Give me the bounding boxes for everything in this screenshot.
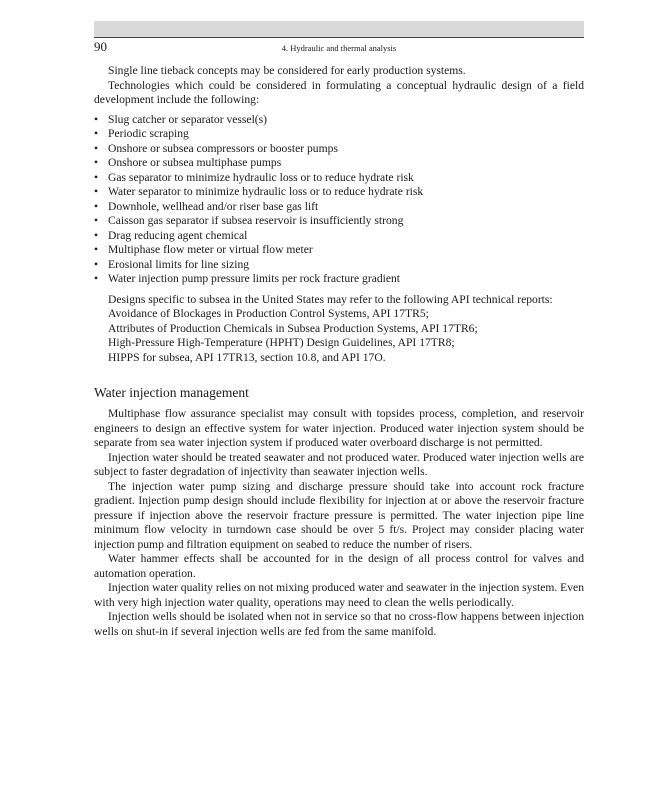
api-reference: Avoidance of Blockages in Production Control Systems, API 17TR5; — [108, 307, 429, 320]
list-item-text: Gas separator to minimize hydraulic loss or to reduce hydrate risk — [108, 170, 414, 184]
list-item — [94, 258, 584, 273]
list-item-text: Water separator to minimize hydraulic loss or to reduce hydrate risk — [108, 185, 424, 198]
list-item — [94, 214, 584, 229]
bullet-icon: • — [94, 257, 99, 271]
body-paragraph: Injection water should be treated seawater and not produced water. Produced water injection wells are subject to faster degradation of injectivity than seawater injection wells. — [94, 450, 584, 478]
page-number: 90 — [94, 39, 107, 54]
running-head: 4. Hydraulic and thermal analysis — [281, 43, 397, 53]
body-paragraph: Injection wells should be isolated when not in service so that no cross-flow happens between injection wells on shut-in if several injection wells are fed from the same manifold. — [94, 610, 584, 638]
intro-paragraph-2: Technologies which could be considered in formulating a conceptual hydraulic design of a field development include the following: — [94, 78, 584, 106]
list-item-text: Erosional limits for line sizing — [108, 257, 250, 271]
list-item — [94, 171, 584, 186]
api-intro-paragraph: Designs specific to subsea in the United States may refer to the following API technical reports: — [108, 292, 553, 306]
technology-list — [94, 113, 584, 287]
list-item — [94, 156, 584, 171]
list-item-text: Onshore or subsea compressors or booster pumps — [108, 141, 338, 155]
list-item-text: Water injection pump pressure limits per rock fracture gradient — [108, 272, 401, 285]
bullet-icon: • — [94, 112, 99, 126]
bullet-icon: • — [94, 156, 99, 169]
bullet-icon: • — [94, 272, 99, 285]
header-rule — [94, 37, 584, 38]
list-item — [94, 113, 584, 128]
intro-paragraph-1: Single line tieback concepts may be considered for early production systems. — [108, 64, 466, 77]
list-item-text: Caisson gas separator if subsea reservoir is insufficiently strong — [108, 214, 404, 227]
api-reference: Attributes of Production Chemicals in Subsea Production Systems, API 17TR6; — [108, 321, 478, 335]
bullet-icon: • — [94, 214, 99, 227]
list-item — [94, 243, 584, 258]
list-item — [94, 200, 584, 215]
body-paragraph: Multiphase flow assurance specialist may consult with topsides process, completion, and reservoir engineers to design an effective system for water injection. Produced water injection system should be separate from sea water injection system if produced water overboard discharge is not permitted. — [94, 407, 584, 449]
list-item — [94, 272, 584, 287]
bullet-icon: • — [94, 170, 99, 184]
bullet-icon: • — [94, 228, 99, 242]
bullet-icon: • — [94, 199, 99, 213]
header-bar — [94, 21, 584, 37]
api-reference: HIPPS for subsea, API 17TR13, section 10.8, and API 17O. — [108, 350, 386, 364]
list-item-text: Drag reducing agent chemical — [108, 228, 248, 242]
list-item — [94, 127, 584, 142]
body-paragraph: Injection water quality relies on not mixing produced water and seawater in the injection system. Even with very high injection water quality, operations may need to clean the wells periodically. — [94, 581, 584, 609]
list-item-text: Onshore or subsea multiphase pumps — [108, 156, 282, 169]
body-paragraph: The injection water pump sizing and discharge pressure should take into account rock fracture gradient. Injection pump design should include flexibility for injection at or above the reservoir fracture pressure if injection above the reservoir fracture pressure is permitted. The water injection pipe line minimum flow velocity in turndown case should be over 5 ft/s. Project may consider placing water injection pump and filtration equipment on seabed to reduce the number of risers. — [94, 479, 584, 551]
api-reference: High-Pressure High-Temperature (HPHT) Design Guidelines, API 17TR8; — [108, 336, 455, 349]
list-item-text: Downhole, wellhead and/or riser base gas lift — [108, 199, 319, 213]
list-item-text: Periodic scraping — [108, 127, 189, 140]
section-heading: Water injection management — [94, 385, 249, 400]
list-item — [94, 229, 584, 244]
page-body — [94, 64, 584, 639]
list-item — [94, 185, 584, 200]
bullet-icon: • — [94, 185, 99, 198]
bullet-icon: • — [94, 243, 99, 256]
list-item-text: Slug catcher or separator vessel(s) — [108, 112, 268, 126]
bullet-icon: • — [94, 127, 99, 140]
list-item-text: Multiphase flow meter or virtual flow meter — [108, 243, 313, 256]
list-item — [94, 142, 584, 157]
body-paragraph: Water hammer effects shall be accounted for in the design of all process control for valves and automation operation. — [94, 552, 584, 580]
bullet-icon: • — [94, 141, 99, 155]
api-reference-list — [94, 307, 584, 365]
